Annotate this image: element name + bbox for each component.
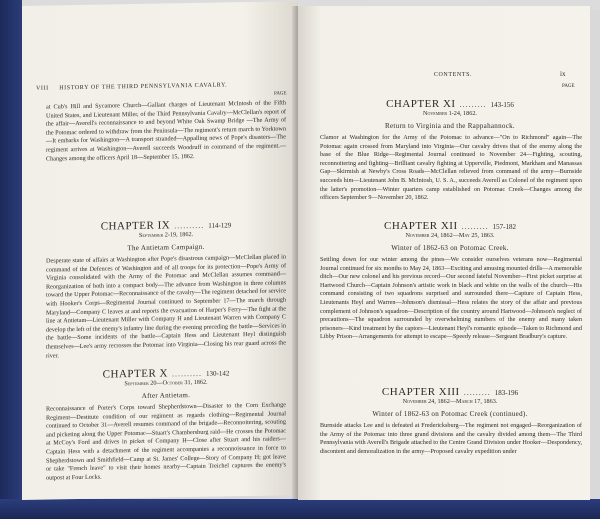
chapter-ix-subtitle: The Antietam Campaign. [127,242,205,253]
chapter-x-title: CHAPTER X [102,367,168,381]
right-page-header [328,72,578,78]
right-page-number: ix [560,70,566,78]
chapter-viii-summary: at Cub's Hill and Sycamore Church—Gallant charges of Lieutenant McIntosh of the Fifth United States, and Lieutenant Miller, of the Third Pennsylvania Cavalry—McClellan's report of the affair—Averell's reconnaissance to and beyond White Oak Swamp Bridge —The Army of the Potomac ordered to withdraw from the Peninsula—The regiment's return march to Yorktown—It embarks for Washington—A transport stranded—Appalling news of Pope's disasters—The regiment arrives at Washington—Averell succeeds Woodruff in command of the regiment.—Changes among the officers April 18—September 15, 1862. [46,99,286,163]
chapter-xi-subtitle: Return to Virginia and the Rappahannock. [385,122,515,130]
chapter-x-dates: September 20—October 31, 1862. [124,378,208,388]
chapter-ix-title: CHAPTER IX [100,219,171,233]
right-page [298,6,590,500]
chapter-xii-heading: CHAPTER XII ......... 157-182 [384,220,516,232]
chapter-x-summary: Reconnaissance of Porter's Corps toward Shepherdstown—Disaster to the Corn Exchange Regiment—Destitute condition of our regiment as regards clothing—Regimental Journal continued to October 31—Averell resumes command of the brigade—Reconnoitering, scouting and picketing along the Upper Potomac—Stuart's Chambersburg raid—He crosses the Potomac at McCoy's Ford and drives in picket of Company H—Close after Stuart and his raiders—Captain Hess with a detachment of the regiment accompanies a reconnoissance in force to Shepherdstown and Smithfield—Camp at St. James' College—Story of Company H; got leave or take "French leave" to visit their homes nearby—Captain Treichel captures the enemy's outpost at Four Locks. [46,401,286,482]
chapter-xiii-heading: CHAPTER XIII ......... 183-196 [381,386,519,398]
chapter-xiii-title: CHAPTER XIII [381,386,460,398]
chapter-xi-summary: Clamor at Washington for the Army of the Potomac to advance—"On to Richmond" again—The Potomac again crossed from Maryland into Virginia—Our cavalry drives that of the enemy along the base of the Blue Ridge—Regimental Journal continued to November 24—Fighting, scouting, reconnoitering and fighting—Brilliant cavalry fighting at Upperville, Piedmont, Markham and Manassas Gap—Skirmish at Newby's Cross Roads—McClellan relieved from command of the army—Burnside succeeds him—Lieutenant John B. McIntosh, U. S. A., succeeds Averell as Colonel of the regiment upon the latter's promotion—Winter quarters camp established on Potomac Creek—Changes among the officers September 9—November 20, 1862. [320,134,582,202]
chapter-xii-title: CHAPTER XII [384,220,458,232]
chapter-xii-subtitle: Winter of 1862-63 on Potomac Creek. [391,244,509,252]
chapter-ix-pages: 114-129 [208,221,232,230]
left-page-number: VIII [36,85,49,92]
chapter-xi-dates: November 1-24, 1862. [423,110,477,117]
chapter-x-heading: CHAPTER X .......... 130-142 [102,367,230,381]
chapter-xiii-dates: November 24, 1862—March 17, 1863. [402,398,498,405]
chapter-xii-summary: Settling down for our winter among the pines—We consider ourselves veterans now—Regimental Journal continued for six months to May 24, 1863—Exciting and amusing mounted drills—A memorable ditch—Our new colonel and his previous record—Our second fateful November—First picket surprise at Hartwood Church—Captain Johnson's artistic work in black and white on the walls of the church—His command consisting of two squadrons surprised and surrounded there—Capture of Captain Hess, Lieutenants Heyl and Warren—Johnson's dismissal—Hess relates the story of the affair and previous complement of Johnson's squadron—Description of the country around Hartwood—Johnson's neglect of precautions—The squadron surrounded by overwhelming numbers of the enemy and many taken prisoners—Kind treatment by the captors—Lieutenant Heyl's romantic episode—Taken to Richmond and Libby Prison—Arrangements for attempt to escape—Speedy release—Sergeant Bradbury's capture. [320,256,582,341]
book-cover-bottom [0,499,600,519]
chapter-x-subtitle: After Antietam. [141,391,191,400]
chapter-xii-pages: 157-182 [492,223,516,231]
chapter-xii-dates: November 24, 1862—May 25, 1863. [405,232,495,239]
left-page-running-title: HISTORY OF THE THIRD PENNSYLVANIA CAVALRY. [59,82,228,92]
right-page-label: PAGE [562,84,575,89]
chapter-xiii-pages: 183-196 [494,389,519,397]
book-cover-left [0,0,22,519]
chapter-xiii-summary: Burnside attacks Lee and is defeated at Fredericksburg—The regiment not engaged—Reorganization of the Army of the Potomac into three grand divisions and the cavalry divided among them—The Third Pennsylvania with Averell's Brigade attached to the Centre Grand Division under Hooker—Despondency, discontent and demoralization in the army—Proposed cavalry expedition under [320,422,582,455]
chapter-ix-heading: CHAPTER IX .......... 114-129 [100,219,232,233]
chapter-xiii-subtitle: Winter of 1862-63 on Potomac Creek (continued). [372,410,528,418]
chapter-ix-summary: Desperate state of affairs at Washington after Pope's disastrous campaign—McClellan placed in command of the Defences of Washington and of all troops for its protection—Pope's Army of Virginia consolidated with the Army of the Potomac and McClellan assumes command—Reorganization of both into a compact body—The advance from Washington in three columns toward the Upper Potomac—Reconnaissance of the cavalry—The regiment detached for service with Hooker's Corps—Regimental Journal continued to September 17—The march through Maryland—Company C leaves at and reports the evacuation of Harper's Ferry—The fight at the line at Antietam—Lieutenant Miller with Company H and Lieutenant Warren with Company C develop the left of the enemy's infantry line during the evening preceding the battle—Services in the battle—Some incidents of the battle—Captain Hess and Lieutenant Heyl distinguish themselves—Lee's army recrosses the Potomac into Virginia—Closing his rear guard across the river. [46,253,286,360]
right-page-running-title: CONTENTS. [433,72,473,78]
chapter-x-pages: 130-142 [205,369,230,378]
chapter-xi-title: CHAPTER XI [386,98,456,110]
left-page-label: PAGE [274,91,287,97]
chapter-xi-pages: 143-156 [490,101,514,109]
left-page [22,1,298,500]
chapter-ix-dates: September 2-19, 1862. [138,231,194,239]
chapter-xi-heading: CHAPTER XI ......... 143-156 [386,98,514,110]
left-page-header [36,81,286,91]
